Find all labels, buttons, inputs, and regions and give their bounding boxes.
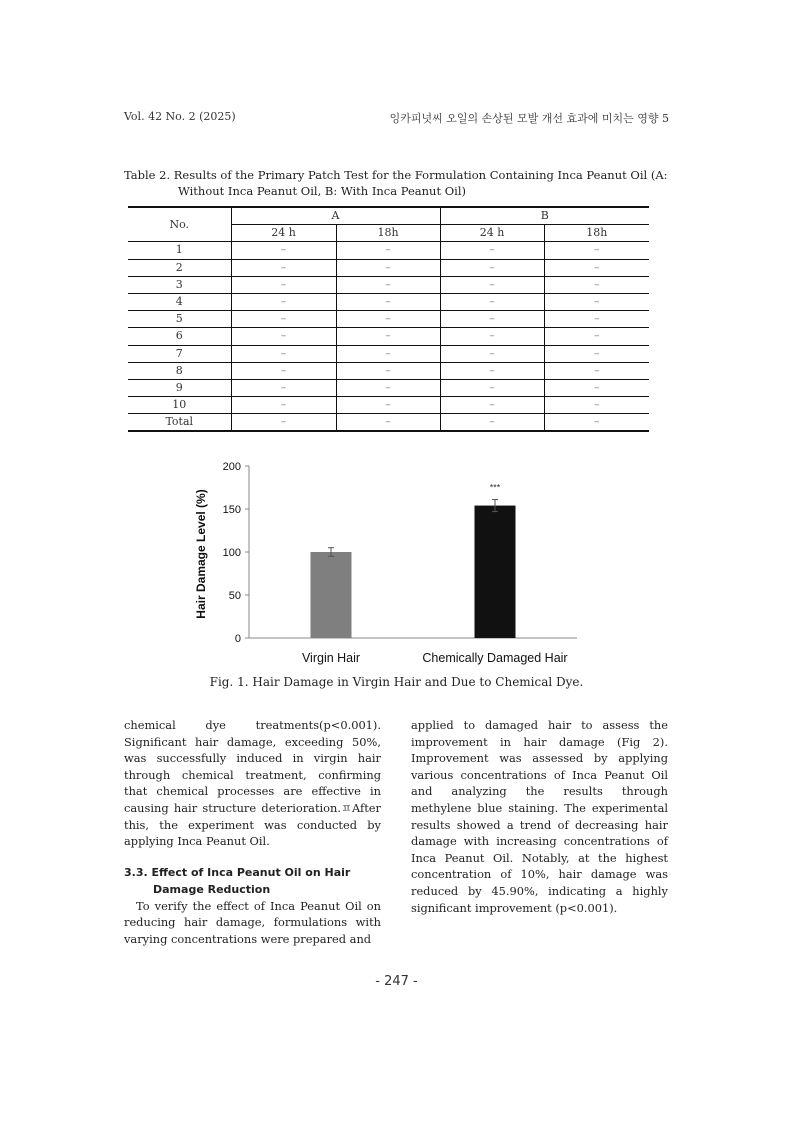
table-row xyxy=(128,259,649,276)
result-cell: – xyxy=(336,293,440,310)
y-tick-label: 200 xyxy=(222,461,241,473)
section-heading-line-1: 3.3. Effect of Inca Peanut Oil on Hair xyxy=(124,865,351,879)
row-number-cell: 9 xyxy=(128,379,231,396)
row-number-cell: 1 xyxy=(128,242,231,259)
table-caption xyxy=(124,167,670,199)
result-cell: – xyxy=(544,293,649,310)
significance-marker: *** xyxy=(489,482,501,493)
result-cell: – xyxy=(336,345,440,362)
result-cell: – xyxy=(440,414,544,432)
row-number-cell: 3 xyxy=(128,276,231,293)
table-row xyxy=(128,276,649,293)
x-category-label: Virgin Hair xyxy=(301,651,361,665)
row-number-cell: 2 xyxy=(128,259,231,276)
result-cell: – xyxy=(336,328,440,345)
result-cell: – xyxy=(336,242,440,259)
chart-y-axis-label: Hair Damage Level (%) xyxy=(194,489,208,619)
header-group-b: B xyxy=(440,207,649,225)
body-paragraph: applied to damaged hair to assess the improvement in hair damage (Fig 2). Improvement was assessed by applying various concentrations of Inca Peanut Oil and analyzing the results through methylene blue staining. The experimental results showed a trend of decreasing hair damage with increasing concentrations of Inca Peanut Oil. Notably, at the highest concentration of 10%, hair damage was reduced by 45.90%, indicating a highly significant improvement (p<0.001). xyxy=(411,718,668,915)
result-cell: – xyxy=(440,242,544,259)
result-cell: – xyxy=(440,328,544,345)
result-cell: – xyxy=(231,362,336,379)
result-cell: – xyxy=(544,379,649,396)
result-cell: – xyxy=(440,276,544,293)
body-column-left xyxy=(124,717,381,948)
result-cell: – xyxy=(231,345,336,362)
result-cell: – xyxy=(231,328,336,345)
row-number-cell: Total xyxy=(128,414,231,432)
table-row xyxy=(128,379,649,396)
row-number-cell: 4 xyxy=(128,293,231,310)
result-cell: – xyxy=(231,414,336,432)
table-row xyxy=(128,397,649,414)
result-cell: – xyxy=(231,259,336,276)
page-number: - 247 - xyxy=(375,974,418,989)
row-number-cell: 7 xyxy=(128,345,231,362)
header-no: No. xyxy=(128,207,231,242)
result-cell: – xyxy=(336,259,440,276)
header-a-24h: 24 h xyxy=(231,225,336,242)
body-column-right xyxy=(411,717,668,916)
header-a-18h: 18h xyxy=(336,225,440,242)
result-cell: – xyxy=(231,242,336,259)
result-cell: – xyxy=(336,311,440,328)
result-cell: – xyxy=(231,311,336,328)
result-cell: – xyxy=(544,345,649,362)
section-heading-line-2: Damage Reduction xyxy=(153,882,271,896)
header-b-18h: 18h xyxy=(544,225,649,242)
result-cell: – xyxy=(440,362,544,379)
result-cell: – xyxy=(544,276,649,293)
result-cell: – xyxy=(440,345,544,362)
body-paragraph: To verify the effect of Inca Peanut Oil on reducing hair damage, formulations with varying concentrations were prepared and xyxy=(124,898,381,946)
running-header-title: 잉카피넛씨 오일의 손상된 모발 개선 효과에 미치는 영향 5 xyxy=(389,112,669,125)
table-row xyxy=(128,311,649,328)
result-cell: – xyxy=(544,397,649,414)
patch-test-table xyxy=(128,206,649,432)
row-number-cell: 8 xyxy=(128,362,231,379)
x-category-label: Chemically Damaged Hair xyxy=(422,651,568,665)
result-cell: – xyxy=(231,276,336,293)
result-cell: – xyxy=(336,362,440,379)
table-row xyxy=(128,345,649,362)
result-cell: – xyxy=(231,379,336,396)
section-heading xyxy=(124,864,381,898)
table-caption-line-1: Table 2. Results of the Primary Patch Test for the Formulation Containing Inca Peanut Oil (A: xyxy=(124,168,668,182)
row-number-cell: 5 xyxy=(128,311,231,328)
running-header-volume: Vol. 42 No. 2 (2025) xyxy=(124,110,236,123)
row-number-cell: 10 xyxy=(128,397,231,414)
result-cell: – xyxy=(336,414,440,432)
result-cell: – xyxy=(544,259,649,276)
chart-bar xyxy=(311,552,352,638)
result-cell: – xyxy=(336,276,440,293)
result-cell: – xyxy=(544,362,649,379)
result-cell: – xyxy=(336,397,440,414)
y-tick-label: 150 xyxy=(222,504,241,516)
result-cell: – xyxy=(440,397,544,414)
chart-bar xyxy=(475,506,516,638)
result-cell: – xyxy=(440,311,544,328)
result-cell: – xyxy=(440,293,544,310)
result-cell: – xyxy=(544,242,649,259)
y-tick-label: 0 xyxy=(234,633,241,645)
table-row xyxy=(128,362,649,379)
row-number-cell: 6 xyxy=(128,328,231,345)
result-cell: – xyxy=(440,259,544,276)
table-row xyxy=(128,293,649,310)
header-group-a: A xyxy=(231,207,440,225)
result-cell: – xyxy=(231,293,336,310)
result-cell: – xyxy=(544,311,649,328)
y-tick-label: 100 xyxy=(222,547,241,559)
table-row xyxy=(128,328,649,345)
y-tick-label: 50 xyxy=(228,590,241,602)
result-cell: – xyxy=(544,414,649,432)
figure-caption: Fig. 1. Hair Damage in Virgin Hair and Due to Chemical Dye. xyxy=(209,675,584,689)
table-row xyxy=(128,242,649,259)
header-b-24h: 24 h xyxy=(440,225,544,242)
table-caption-line-2: Without Inca Peanut Oil, B: With Inca Peanut Oil) xyxy=(178,184,467,198)
hair-damage-bar-chart xyxy=(185,452,585,672)
body-paragraph: chemical dye treatments(p<0.001). Significant hair damage, exceeding 50%, was successfully induced in virgin hair through chemical treatment, confirming that chemical processes are effective in causing hair structure deterioration.ㅍAfter this, the experiment was conducted by applying Inca Peanut Oil. xyxy=(124,718,381,849)
result-cell: – xyxy=(336,379,440,396)
table-row xyxy=(128,414,649,432)
result-cell: – xyxy=(231,397,336,414)
result-cell: – xyxy=(544,328,649,345)
result-cell: – xyxy=(440,379,544,396)
